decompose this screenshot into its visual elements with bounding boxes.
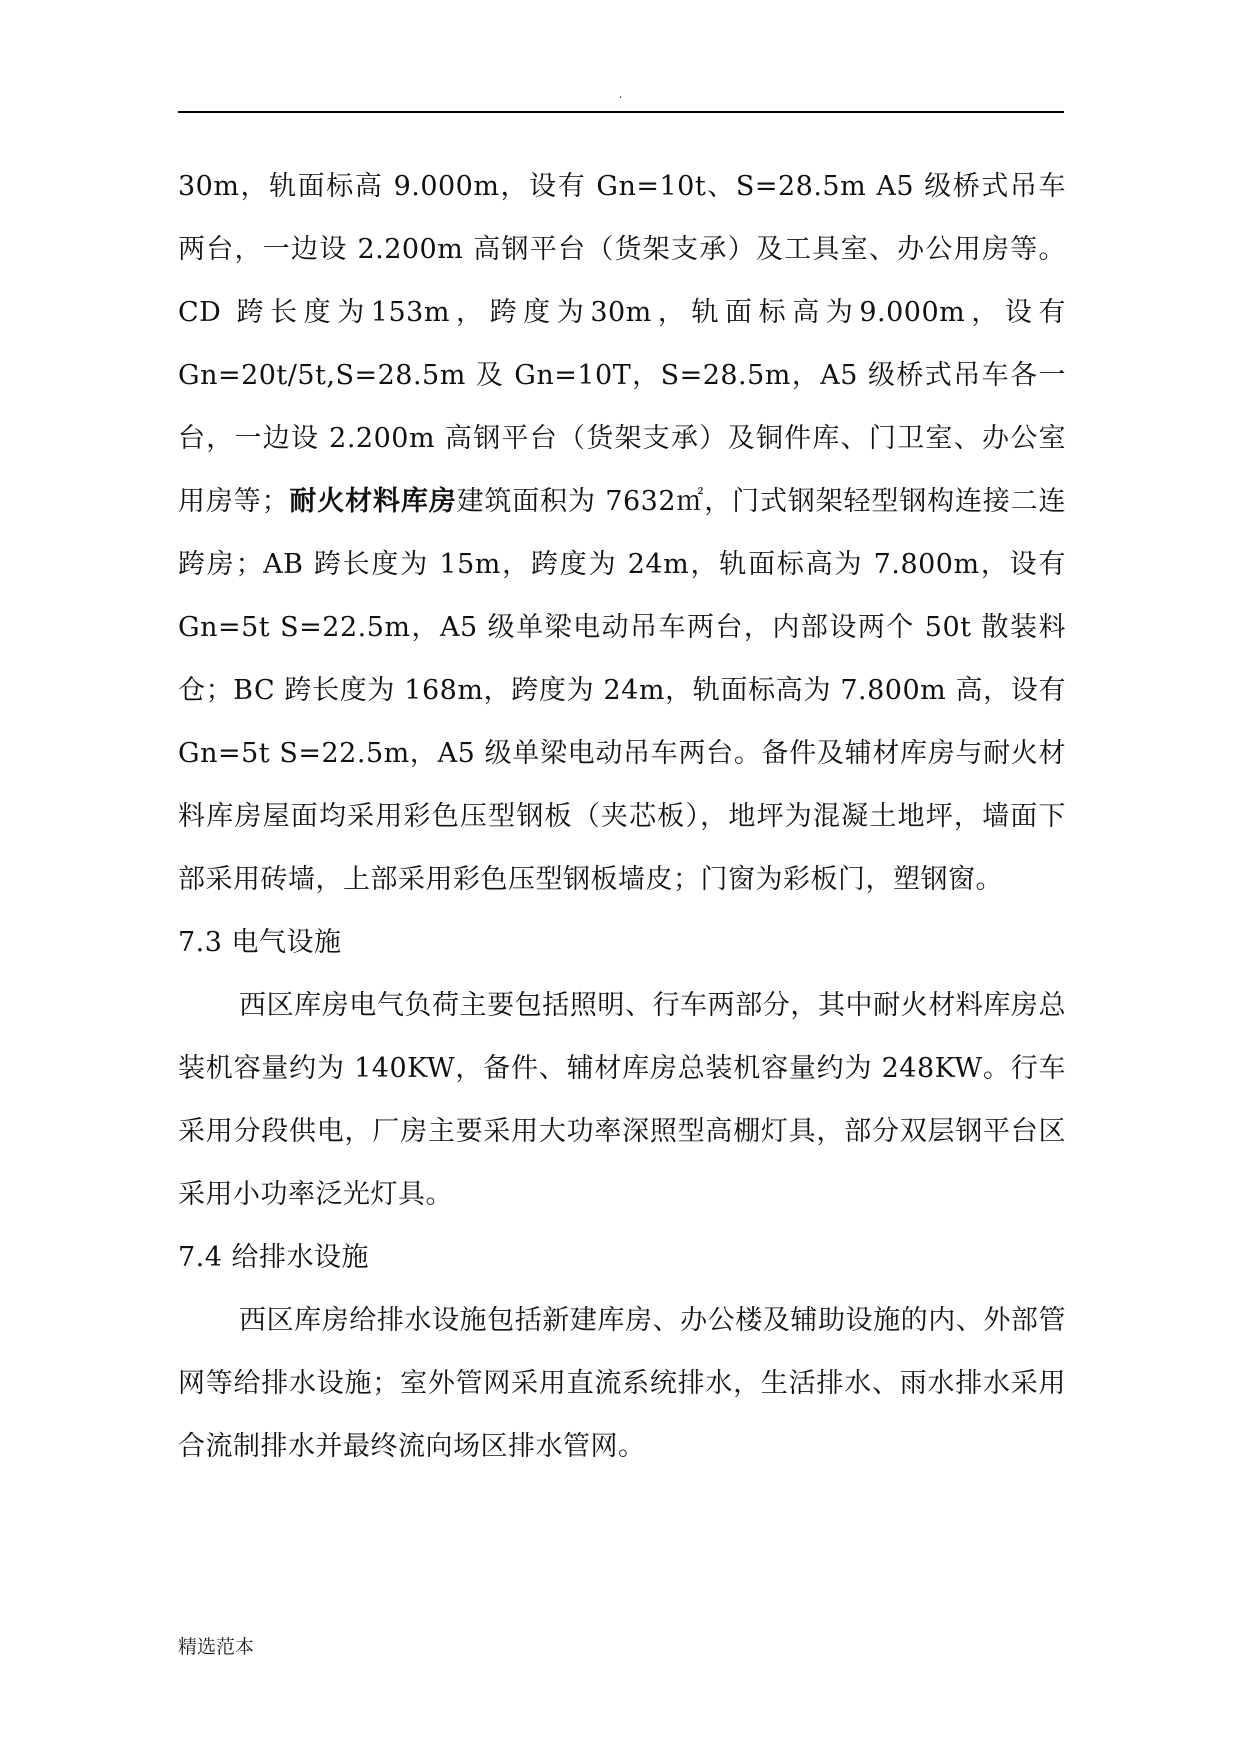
header-rule — [178, 111, 1064, 113]
paragraph-water-supply-drainage: 西区库房给排水设施包括新建库房、办公楼及辅助设施的内、外部管网等给排水设施；室外管网采用直流系统排水，生活排水、雨水排水采用合流制排水并最终流向场区排水管网。 — [178, 1305, 1066, 1462]
refractory-warehouse-term: 耐火材料库房 — [289, 486, 457, 517]
paragraph-lead-text: 30m，轨面标高 9.000m，设有 Gn=10t、S=28.5m A5 级桥式吊车两台，一边设 2.200m 高钢平台（货架支承）及工具室、办公用房等。CD 跨长度为153m，跨度为30m，轨面标高为9.000m，设有 Gn=20t/5t,S=28.5m 及 Gn=10T，S=28.5m，A5 级桥式吊车各一台，一边设 2.200m 高钢平台（货架支承）及铜件库、门卫室、办公室用房等； — [178, 171, 1066, 517]
section-heading-water-supply-drainage: 7.4 给排水设施 — [178, 1242, 370, 1273]
section-heading-electrical: 7.3 电气设施 — [178, 927, 342, 958]
paragraph-tail-text: 建筑面积为 7632㎡，门式钢架轻型钢构连接二连跨房；AB 跨长度为 15m，跨度为 24m，轨面标高为 7.800m，设有 Gn=5t S=22.5m，A5 级单梁电动吊车两台，内部设两个 50t 散装料仓；BC 跨长度为 168m，跨度为 24m，轨面标高为 7.800m 高，设有 Gn=5t S=22.5m，A5 级单梁电动吊车两台。备件及辅材库房与耐火材料库房屋面均采用彩色压型钢板（夹芯板），地坪为混凝土地坪，墙面下部采用砖墙，上部采用彩色压型钢板墙皮；门窗为彩板门，塑钢窗。 — [178, 486, 1067, 895]
document-body — [178, 155, 1066, 1478]
footer-label: 精选范本 — [178, 1636, 255, 1658]
paragraph-warehouse-spans — [178, 155, 1066, 911]
header-mark: . — [618, 87, 623, 101]
paragraph-electrical: 西区库房电气负荷主要包括照明、行车两部分，其中耐火材料库房总装机容量约为 140KW，备件、辅材库房总装机容量约为 248KW。行车采用分段供电，厂房主要采用大功率深照型高棚灯具，部分双层钢平台区采用小功率泛光灯具。 — [178, 990, 1066, 1210]
